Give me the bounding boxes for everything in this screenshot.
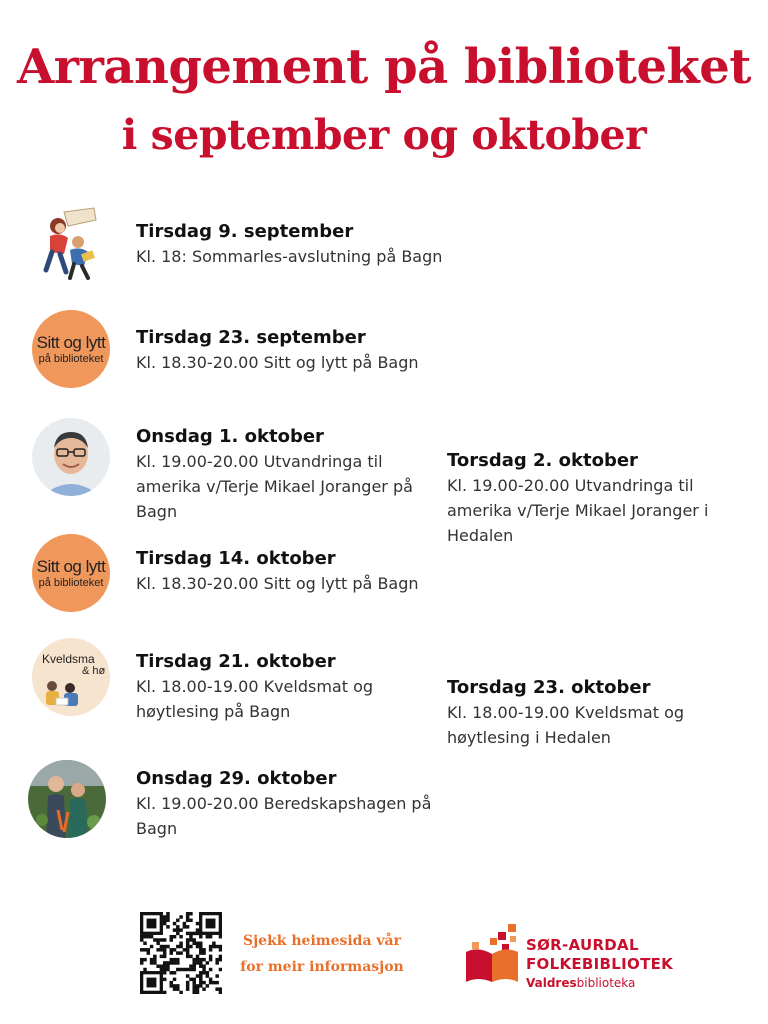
event-date: Onsdag 1. oktober xyxy=(136,426,324,447)
badge-subtext: & hø xyxy=(82,665,106,677)
event-date: Tirsdag 14. oktober xyxy=(136,548,336,569)
badge-subtext: på biblioteket xyxy=(38,352,104,365)
kveldsmat-badge xyxy=(32,638,110,716)
event-tirsdag-9-september xyxy=(136,220,466,269)
event-tirsdag-23-september xyxy=(136,326,456,375)
logo-sub-rest: biblioteka xyxy=(576,976,636,990)
event-date: Tirsdag 23. september xyxy=(136,327,366,348)
library-logo xyxy=(526,936,673,991)
badge-subtext: på biblioteket xyxy=(38,576,104,589)
logo-subtitle xyxy=(526,975,673,991)
event-tirsdag-21-oktober xyxy=(136,650,406,724)
speaker-portrait xyxy=(32,418,110,496)
event-desc: Kl. 18.30-20.00 Sitt og lytt på Bagn xyxy=(136,574,419,593)
qr-code-icon[interactable] xyxy=(140,912,222,994)
event-onsdag-29-oktober xyxy=(136,767,446,841)
event-desc: Kl. 19.00-20.00 Beredskapshagen på Bagn xyxy=(136,794,432,838)
family-reading-illustration xyxy=(40,678,88,710)
garden-portrait xyxy=(28,760,106,838)
event-desc: Kl. 19.00-20.00 Utvandringa til amerika v/Terje Mikael Joranger i Hedalen xyxy=(447,476,709,545)
event-desc: Kl. 18.00-19.00 Kveldsmat og høytlesing på Bagn xyxy=(136,677,374,721)
logo-line-2: FOLKEBIBLIOTEK xyxy=(526,955,674,973)
event-date: Onsdag 29. oktober xyxy=(136,768,337,789)
info-line-2: for meir informasjon xyxy=(240,959,404,975)
event-date: Torsdag 23. oktober xyxy=(447,677,651,698)
badge-text: Sitt og lytt xyxy=(36,556,106,576)
sitt-og-lytt-badge xyxy=(32,310,110,388)
sitt-og-lytt-badge xyxy=(32,534,110,612)
badge-text: Sitt og lytt xyxy=(36,332,106,352)
event-desc: Kl. 18: Sommarles-avslutning på Bagn xyxy=(136,247,443,266)
event-date: Torsdag 2. oktober xyxy=(447,450,638,471)
info-text xyxy=(232,928,412,980)
logo-sub-bold: Valdres xyxy=(526,976,577,990)
event-desc: Kl. 18.00-19.00 Kveldsmat og høytlesing i Hedalen xyxy=(447,703,685,747)
page-subtitle: i september og oktober xyxy=(121,111,647,159)
page-title: Arrangement på biblioteket xyxy=(17,39,751,95)
library-logo-icon xyxy=(462,922,524,986)
event-torsdag-23-oktober xyxy=(447,676,717,750)
event-date: Tirsdag 9. september xyxy=(136,221,354,242)
badge-text: Kveldsma xyxy=(42,652,95,666)
event-torsdag-2-oktober xyxy=(447,449,747,548)
info-line-1: Sjekk heimesida vår xyxy=(243,933,401,949)
reading-children-illustration xyxy=(38,206,100,282)
logo-line-1: SØR-AURDAL xyxy=(526,936,639,954)
event-desc: Kl. 18.30-20.00 Sitt og lytt på Bagn xyxy=(136,353,419,372)
event-onsdag-1-oktober xyxy=(136,425,436,524)
event-tirsdag-14-oktober xyxy=(136,547,456,596)
event-date: Tirsdag 21. oktober xyxy=(136,651,336,672)
event-desc: Kl. 19.00-20.00 Utvandringa til amerika v/Terje Mikael Joranger på Bagn xyxy=(136,452,413,521)
